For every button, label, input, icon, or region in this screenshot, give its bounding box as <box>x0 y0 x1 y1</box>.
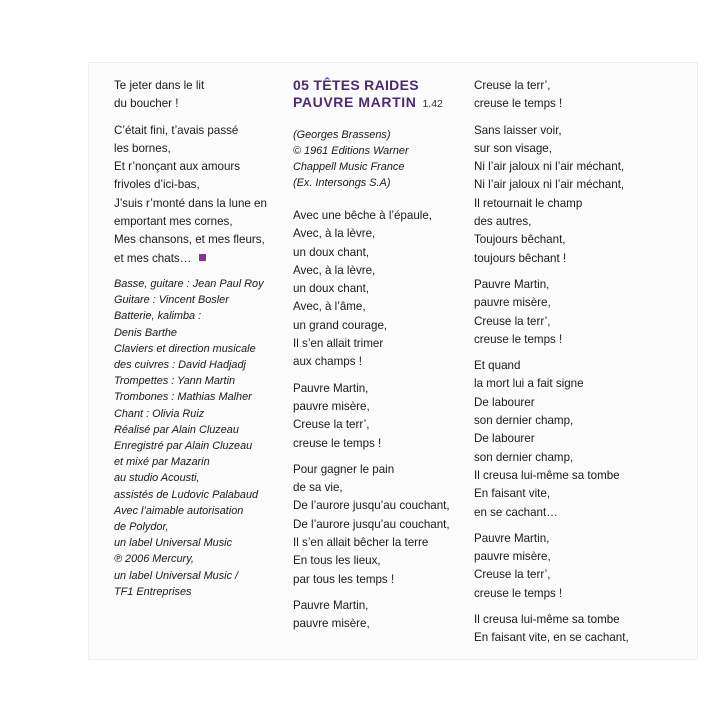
lyric-line: creuse le temps ! <box>474 97 563 111</box>
middle-column <box>293 77 473 642</box>
lyric-line: Et quand <box>474 359 521 373</box>
song-title: PAUVRE MARTIN <box>293 94 417 110</box>
lyric-line: Te jeter dans le lit <box>114 79 205 92</box>
credit-line: au studio Acousti, <box>114 472 200 485</box>
lyric-line: Il retournait le champ <box>474 196 583 210</box>
info-line: © 1961 Editions Warner <box>293 145 409 157</box>
info-line: (Ex. Intersongs S.A) <box>293 177 391 189</box>
lyrics-stanza <box>114 77 294 114</box>
lyric-line: Ni l’air jaloux ni l’air méchant, <box>474 160 625 174</box>
lyric-line: un doux chant, <box>293 245 370 259</box>
lyric-line: pauvre misère, <box>293 399 370 413</box>
lyric-line: les bornes, <box>114 141 171 155</box>
lyric-line: De l’aurore jusqu’au couchant, <box>293 517 450 531</box>
lyric-line: Il creusa lui-même sa tombe <box>474 613 620 627</box>
end-square-icon <box>199 254 206 261</box>
lyric-line: Avec, à la lèvre, <box>293 263 376 277</box>
lyric-line: Avec, à l’âme, <box>293 300 366 314</box>
lyric-line: en se cachant… <box>474 505 558 519</box>
lyric-line: de sa vie, <box>293 481 343 495</box>
lyric-line-last <box>114 250 294 268</box>
lyric-line: Mes chansons, et mes fleurs, <box>114 233 265 247</box>
lyrics-stanza <box>474 122 654 268</box>
lyric-line: Ni l’air jaloux ni l’air méchant, <box>474 178 625 192</box>
info-line: Chappell Music France <box>293 161 405 173</box>
lyric-line: En faisant vite, <box>474 487 551 501</box>
lyric-line: Creuse la terr’, <box>474 568 551 582</box>
copyright-info <box>293 127 473 191</box>
lyric-line: un doux chant, <box>293 282 370 296</box>
credit-line: Basse, guitare : Jean Paul Roy <box>114 277 264 290</box>
lyric-line: Pauvre Martin, <box>293 381 369 395</box>
lyrics-stanza <box>293 380 473 453</box>
credit-line: Avec l’aimable autorisation <box>114 504 244 517</box>
lyrics-stanza <box>293 597 473 634</box>
lyric-line: Et r’nonçant aux amours <box>114 160 241 174</box>
lyrics-stanza <box>293 207 473 372</box>
credit-line: Enregistré par Alain Cluzeau <box>114 440 253 452</box>
lyric-line: Creuse la terr’, <box>293 418 370 432</box>
info-line: (Georges Brassens) <box>293 129 391 141</box>
lyric-line: En tous les lieux, <box>293 554 381 568</box>
lyrics-stanza <box>114 122 294 268</box>
lyric-line: Pour gagner le pain <box>293 462 395 476</box>
lyric-line: creuse le temps ! <box>474 332 563 346</box>
lyric-line: Il creusa lui-même sa tombe <box>474 468 620 482</box>
lyric-line: son dernier champ, <box>474 414 574 428</box>
lyric-line: Il s’en allait bêcher la terre <box>293 536 429 550</box>
lyric-line: En faisant vite, en se cachant, <box>474 631 629 645</box>
credit-line: Trombones : Mathias Malher <box>114 391 252 404</box>
lyric-line: Avec une bêche à l’épaule, <box>293 209 433 222</box>
lyric-line: Sans laisser voir, <box>474 123 562 137</box>
lyric-line: C’était fini, t’avais passé <box>114 123 239 137</box>
booklet-page <box>88 62 698 660</box>
track-duration: 1.42 <box>422 98 443 110</box>
lyric-line: des autres, <box>474 215 532 229</box>
lyric-line: frivoles d’ici-bas, <box>114 178 200 192</box>
lyric-line: pauvre misère, <box>293 617 370 631</box>
lyric-line: son dernier champ, <box>474 450 574 464</box>
lyrics-stanza <box>474 530 654 603</box>
credit-line: Batterie, kalimba : <box>114 310 202 323</box>
left-column <box>114 77 294 600</box>
lyrics-stanza <box>474 357 654 522</box>
credit-line: Guitare : Vincent Bosler <box>114 294 229 307</box>
lyrics-stanza <box>293 461 473 589</box>
lyric-line-text: et mes chats… <box>114 251 192 265</box>
credit-line: un label Universal Music / <box>114 569 239 582</box>
credit-line: et mixé par Mazarin <box>114 456 210 469</box>
lyric-line: Toujours bêchant, <box>474 233 566 247</box>
lyric-line: du boucher ! <box>114 97 179 111</box>
lyric-line: J’suis r’monté dans la lune en <box>114 196 267 210</box>
credit-line: un label Universal Music <box>114 537 233 550</box>
lyric-line: un grand courage, <box>293 318 388 332</box>
lyrics-stanza <box>474 77 654 114</box>
lyric-line: Pauvre Martin, <box>474 531 550 545</box>
credit-line: Chant : Olivia Ruiz <box>114 407 205 420</box>
lyric-line: creuse le temps ! <box>293 436 382 450</box>
lyric-line: emportant mes cornes, <box>114 215 233 229</box>
credit-line: Trompettes : Yann Martin <box>114 375 236 388</box>
lyric-line: creuse le temps ! <box>474 586 563 600</box>
right-column <box>474 77 654 656</box>
lyric-line: aux champs ! <box>293 355 362 369</box>
lyric-line: De l’aurore jusqu’au couchant, <box>293 499 450 513</box>
credit-line: Réalisé par Alain Cluzeau <box>114 423 239 436</box>
lyric-line: la mort lui a fait signe <box>474 377 584 391</box>
credit-line: Denis Barthe <box>114 326 177 339</box>
lyric-line: Pauvre Martin, <box>474 277 550 291</box>
lyric-line: Creuse la terr’, <box>474 314 551 328</box>
lyrics-stanza <box>474 611 654 648</box>
lyric-line: Pauvre Martin, <box>293 598 369 612</box>
lyric-line: De labourer <box>474 395 535 409</box>
credit-line: assistés de Ludovic Palabaud <box>114 488 259 501</box>
lyric-line: par tous les temps ! <box>293 572 395 586</box>
lyric-line: De labourer <box>474 432 535 446</box>
lyric-line: Il s’en allait trimer <box>293 337 384 351</box>
credit-line: de Polydor, <box>114 521 169 534</box>
song-title-row <box>293 94 473 113</box>
lyric-line: toujours bêchant ! <box>474 251 567 265</box>
credit-line: ℗ 2006 Mercury, <box>114 553 194 566</box>
lyric-line: pauvre misère, <box>474 296 551 310</box>
credits-block <box>114 276 294 600</box>
credit-line: TF1 Entreprises <box>114 585 192 598</box>
lyrics-stanza <box>474 276 654 349</box>
credit-line: des cuivres : David Hadjadj <box>114 358 246 371</box>
lyric-line: sur son visage, <box>474 141 552 155</box>
lyric-line: pauvre misère, <box>474 550 551 564</box>
track-heading: 05 TÊTES RAIDES <box>293 77 419 93</box>
lyric-line: Avec, à la lèvre, <box>293 227 376 241</box>
lyric-line: Creuse la terr’, <box>474 79 551 92</box>
credit-line: Claviers et direction musicale <box>114 342 256 355</box>
